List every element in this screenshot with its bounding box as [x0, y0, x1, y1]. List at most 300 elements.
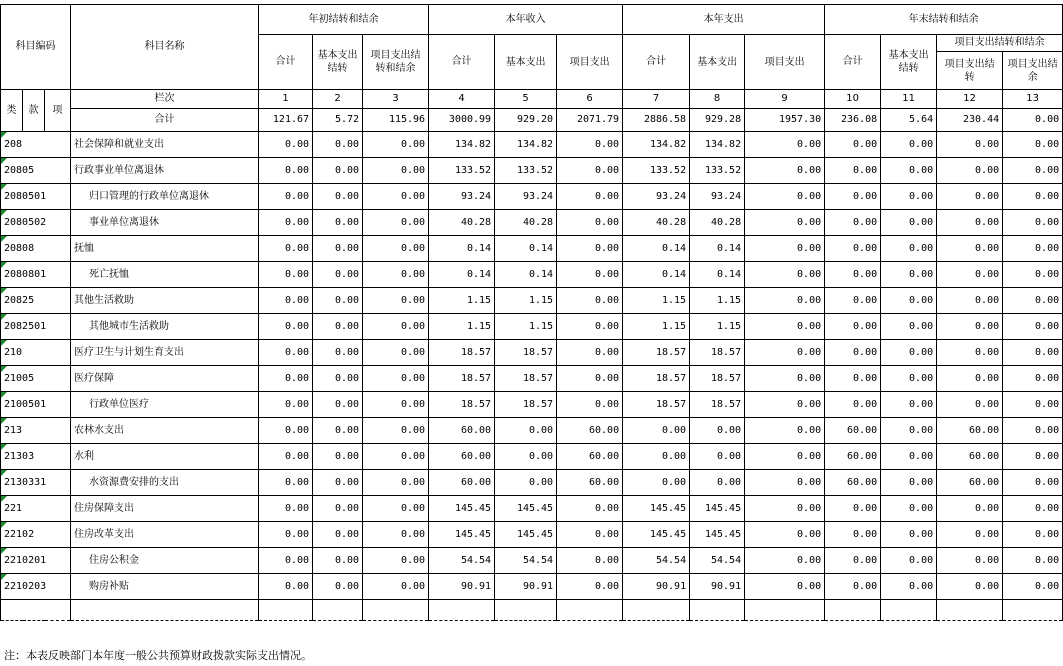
subject-code-cell[interactable]: 20825 — [1, 288, 71, 314]
value-cell[interactable]: 0.00 — [745, 210, 825, 236]
empty-cell — [745, 600, 825, 621]
value-cell[interactable]: 40.28 — [429, 210, 495, 236]
value-cell[interactable]: 0.00 — [881, 366, 937, 392]
value-cell[interactable]: 0.00 — [557, 340, 623, 366]
value-cell[interactable]: 0.00 — [745, 444, 825, 470]
value-cell[interactable]: 0.14 — [429, 236, 495, 262]
end-project-surplus-header: 项目支出结余 — [1003, 52, 1063, 90]
subject-name-cell[interactable]: 住房改革支出 — [71, 522, 259, 548]
value-cell[interactable]: 145.45 — [495, 496, 557, 522]
value-cell[interactable]: 134.82 — [623, 132, 690, 158]
value-cell[interactable]: 0.00 — [1003, 470, 1063, 496]
value-cell[interactable]: 0.00 — [557, 210, 623, 236]
subject-code-cell[interactable]: 221 — [1, 496, 71, 522]
value-cell[interactable]: 0.00 — [557, 184, 623, 210]
value-cell[interactable]: 1.15 — [495, 288, 557, 314]
value-cell[interactable]: 0.00 — [259, 132, 313, 158]
subject-code-cell[interactable]: 2210203 — [1, 574, 71, 600]
subject-name-cell[interactable]: 死亡抚恤 — [71, 262, 259, 288]
income-total-header: 合计 — [429, 35, 495, 90]
value-cell[interactable]: 0.00 — [881, 470, 937, 496]
value-cell[interactable]: 0.00 — [557, 288, 623, 314]
value-cell[interactable]: 0.00 — [937, 574, 1003, 600]
value-cell[interactable]: 145.45 — [690, 496, 745, 522]
value-cell[interactable]: 93.24 — [690, 184, 745, 210]
subject-name-cell[interactable]: 水利 — [71, 444, 259, 470]
subject-code-cell[interactable]: 21005 — [1, 366, 71, 392]
subject-code-cell[interactable]: 2082501 — [1, 314, 71, 340]
value-cell[interactable]: 0.00 — [259, 236, 313, 262]
value-cell[interactable]: 0.00 — [313, 366, 363, 392]
table-row — [1, 470, 1063, 496]
value-cell[interactable]: 0.00 — [557, 522, 623, 548]
group-end-header: 年末结转和结余 — [825, 5, 1063, 35]
value-cell[interactable]: 0.00 — [745, 470, 825, 496]
value-cell[interactable]: 0.00 — [363, 132, 429, 158]
value-cell[interactable]: 145.45 — [690, 522, 745, 548]
value-cell[interactable]: 0.00 — [259, 496, 313, 522]
value-cell[interactable]: 1.15 — [623, 288, 690, 314]
value-cell[interactable]: 133.52 — [690, 158, 745, 184]
value-cell[interactable]: 54.54 — [429, 548, 495, 574]
income-project-header: 项目支出 — [557, 35, 623, 90]
value-cell[interactable]: 40.28 — [623, 210, 690, 236]
value-cell[interactable]: 60.00 — [825, 444, 881, 470]
value-cell[interactable]: 0.00 — [313, 288, 363, 314]
value-cell[interactable]: 0.00 — [825, 496, 881, 522]
value-cell[interactable]: 0.00 — [1003, 574, 1063, 600]
value-cell[interactable]: 0.00 — [825, 522, 881, 548]
value-cell[interactable]: 18.57 — [429, 340, 495, 366]
value-cell[interactable]: 0.00 — [1003, 184, 1063, 210]
value-cell[interactable]: 0.00 — [825, 340, 881, 366]
value-cell[interactable]: 0.00 — [745, 392, 825, 418]
value-cell[interactable]: 18.57 — [623, 392, 690, 418]
value-cell[interactable]: 0.00 — [313, 158, 363, 184]
value-cell[interactable]: 0.00 — [313, 210, 363, 236]
value-cell[interactable]: 0.00 — [313, 236, 363, 262]
value-cell[interactable]: 0.00 — [881, 392, 937, 418]
value-cell[interactable]: 0.00 — [881, 132, 937, 158]
value-cell[interactable]: 0.00 — [937, 262, 1003, 288]
value-cell[interactable]: 0.00 — [259, 184, 313, 210]
value-cell[interactable]: 0.00 — [363, 314, 429, 340]
value-cell[interactable]: 0.00 — [937, 132, 1003, 158]
value-cell[interactable]: 134.82 — [495, 132, 557, 158]
value-cell[interactable]: 0.00 — [937, 288, 1003, 314]
value-cell[interactable]: 0.00 — [937, 158, 1003, 184]
subject-code-cell[interactable]: 213 — [1, 418, 71, 444]
value-cell[interactable]: 0.00 — [690, 418, 745, 444]
value-cell[interactable]: 0.00 — [363, 548, 429, 574]
value-cell[interactable]: 0.14 — [495, 236, 557, 262]
value-cell[interactable]: 0.00 — [881, 496, 937, 522]
value-cell[interactable]: 0.00 — [937, 548, 1003, 574]
table-row — [1, 548, 1063, 574]
value-cell[interactable]: 0.00 — [1003, 548, 1063, 574]
value-cell[interactable]: 60.00 — [429, 444, 495, 470]
value-cell[interactable]: 0.00 — [313, 522, 363, 548]
value-cell[interactable]: 0.00 — [937, 366, 1003, 392]
value-cell[interactable]: 0.00 — [745, 262, 825, 288]
value-cell[interactable]: 0.00 — [363, 158, 429, 184]
subject-code-cell[interactable]: 2080801 — [1, 262, 71, 288]
value-cell[interactable]: 0.00 — [745, 158, 825, 184]
value-cell[interactable]: 0.00 — [363, 444, 429, 470]
value-cell[interactable]: 134.82 — [690, 132, 745, 158]
table-row — [1, 574, 1063, 600]
value-cell[interactable]: 0.00 — [259, 470, 313, 496]
value-cell[interactable]: 145.45 — [429, 522, 495, 548]
value-cell[interactable]: 60.00 — [429, 470, 495, 496]
value-cell[interactable]: 0.00 — [825, 366, 881, 392]
subject-name-cell[interactable]: 归口管理的行政单位离退休 — [71, 184, 259, 210]
value-cell[interactable]: 18.57 — [429, 392, 495, 418]
value-cell[interactable]: 0.00 — [623, 470, 690, 496]
expense-project-header: 项目支出 — [745, 35, 825, 90]
value-cell[interactable]: 0.00 — [745, 418, 825, 444]
value-cell[interactable]: 0.00 — [745, 340, 825, 366]
value-cell[interactable]: 0.00 — [557, 236, 623, 262]
begin-project-carry-header: 项目支出结转和结余 — [363, 35, 429, 90]
value-cell[interactable]: 60.00 — [825, 418, 881, 444]
subject-code-cell[interactable]: 21303 — [1, 444, 71, 470]
value-cell[interactable]: 0.00 — [363, 210, 429, 236]
value-cell[interactable]: 1.15 — [429, 288, 495, 314]
value-cell[interactable]: 0.00 — [1003, 340, 1063, 366]
value-cell[interactable]: 18.57 — [623, 340, 690, 366]
value-cell[interactable]: 0.00 — [1003, 132, 1063, 158]
value-cell[interactable]: 0.14 — [623, 262, 690, 288]
value-cell[interactable]: 0.00 — [745, 184, 825, 210]
value-cell[interactable]: 0.00 — [937, 314, 1003, 340]
value-cell[interactable]: 145.45 — [495, 522, 557, 548]
value-cell[interactable]: 0.00 — [745, 236, 825, 262]
value-cell[interactable]: 60.00 — [937, 418, 1003, 444]
value-cell[interactable]: 1.15 — [690, 288, 745, 314]
value-cell[interactable]: 0.00 — [623, 444, 690, 470]
empty-cell — [1003, 600, 1063, 621]
value-cell[interactable]: 18.57 — [690, 340, 745, 366]
value-cell[interactable]: 0.00 — [557, 366, 623, 392]
value-cell[interactable]: 0.14 — [623, 236, 690, 262]
value-cell[interactable]: 0.00 — [1003, 522, 1063, 548]
subject-name-cell[interactable]: 住房公积金 — [71, 548, 259, 574]
table-row — [1, 340, 1063, 366]
value-cell[interactable]: 0.00 — [259, 288, 313, 314]
value-cell[interactable]: 0.00 — [881, 574, 937, 600]
subject-code-cell[interactable]: 2100501 — [1, 392, 71, 418]
value-cell[interactable]: 1.15 — [623, 314, 690, 340]
value-cell[interactable]: 0.00 — [825, 392, 881, 418]
value-cell[interactable]: 60.00 — [825, 470, 881, 496]
value-cell[interactable]: 40.28 — [495, 210, 557, 236]
value-cell[interactable]: 0.00 — [745, 288, 825, 314]
subject-name-cell[interactable]: 农林水支出 — [71, 418, 259, 444]
value-cell[interactable]: 0.00 — [937, 522, 1003, 548]
value-cell[interactable]: 0.00 — [495, 444, 557, 470]
value-cell[interactable]: 0.00 — [363, 574, 429, 600]
value-cell[interactable]: 90.91 — [495, 574, 557, 600]
value-cell[interactable]: 0.00 — [363, 522, 429, 548]
value-cell[interactable]: 133.52 — [429, 158, 495, 184]
subject-code-cell[interactable]: 208 — [1, 132, 71, 158]
value-cell[interactable]: 0.00 — [363, 418, 429, 444]
value-cell[interactable]: 0.00 — [881, 340, 937, 366]
value-cell[interactable]: 0.00 — [1003, 314, 1063, 340]
value-cell[interactable]: 0.00 — [313, 314, 363, 340]
value-cell[interactable]: 0.00 — [363, 366, 429, 392]
value-cell[interactable]: 145.45 — [429, 496, 495, 522]
subject-code-cell[interactable]: 22102 — [1, 522, 71, 548]
value-cell[interactable]: 18.57 — [495, 340, 557, 366]
subject-code-cell[interactable]: 20805 — [1, 158, 71, 184]
subject-name-cell[interactable]: 水资源费安排的支出 — [71, 470, 259, 496]
subject-code-cell[interactable]: 210 — [1, 340, 71, 366]
value-cell[interactable]: 60.00 — [429, 418, 495, 444]
value-cell[interactable]: 60.00 — [557, 444, 623, 470]
value-cell[interactable]: 1.15 — [429, 314, 495, 340]
value-cell[interactable]: 0.00 — [313, 418, 363, 444]
subject-name-cell[interactable]: 其他城市生活救助 — [71, 314, 259, 340]
empty-cell — [557, 600, 623, 621]
value-cell[interactable]: 40.28 — [690, 210, 745, 236]
value-cell[interactable]: 0.00 — [557, 262, 623, 288]
subject-name-cell[interactable]: 医疗卫生与计划生育支出 — [71, 340, 259, 366]
value-cell[interactable]: 54.54 — [495, 548, 557, 574]
value-cell[interactable]: 0.00 — [313, 444, 363, 470]
value-cell[interactable]: 0.00 — [937, 340, 1003, 366]
end-project-group-header: 项目支出结转和结余 — [937, 35, 1063, 52]
value-cell[interactable]: 0.00 — [937, 184, 1003, 210]
value-cell[interactable]: 0.00 — [825, 236, 881, 262]
value-cell[interactable]: 0.00 — [313, 392, 363, 418]
value-cell[interactable]: 0.00 — [1003, 288, 1063, 314]
empty-cell — [690, 600, 745, 621]
value-cell[interactable]: 18.57 — [690, 392, 745, 418]
value-cell[interactable]: 0.00 — [825, 574, 881, 600]
subject-name-cell[interactable]: 行政单位医疗 — [71, 392, 259, 418]
value-cell[interactable]: 0.14 — [429, 262, 495, 288]
value-cell[interactable]: 1.15 — [690, 314, 745, 340]
value-cell[interactable]: 0.00 — [690, 470, 745, 496]
value-cell[interactable]: 0.00 — [313, 262, 363, 288]
value-cell[interactable]: 0.00 — [825, 132, 881, 158]
value-cell[interactable]: 60.00 — [937, 444, 1003, 470]
value-cell[interactable]: 54.54 — [623, 548, 690, 574]
value-cell[interactable]: 0.00 — [363, 236, 429, 262]
header-row-1 — [1, 5, 1063, 35]
col-number: 12 — [937, 90, 1003, 109]
value-cell[interactable]: 0.14 — [690, 262, 745, 288]
value-cell[interactable]: 0.00 — [623, 418, 690, 444]
value-cell[interactable]: 0.00 — [259, 522, 313, 548]
value-cell[interactable]: 0.00 — [881, 210, 937, 236]
subject-name-cell[interactable]: 行政事业单位离退休 — [71, 158, 259, 184]
lanci-label: 栏次 — [71, 90, 259, 109]
value-cell[interactable]: 0.00 — [745, 366, 825, 392]
total-value: 115.96 — [363, 109, 429, 132]
value-cell[interactable]: 93.24 — [623, 184, 690, 210]
total-value: 929.28 — [690, 109, 745, 132]
value-cell[interactable]: 54.54 — [690, 548, 745, 574]
value-cell[interactable]: 0.00 — [313, 470, 363, 496]
footnote: 注：本表反映部门本年度一般公共预算财政拨款实际支出情况。 — [4, 649, 312, 662]
value-cell[interactable]: 133.52 — [623, 158, 690, 184]
value-cell[interactable]: 0.00 — [259, 444, 313, 470]
value-cell[interactable]: 0.00 — [557, 314, 623, 340]
value-cell[interactable]: 0.00 — [363, 496, 429, 522]
value-cell[interactable]: 0.00 — [1003, 392, 1063, 418]
value-cell[interactable]: 0.00 — [313, 184, 363, 210]
value-cell[interactable]: 90.91 — [623, 574, 690, 600]
value-cell[interactable]: 90.91 — [429, 574, 495, 600]
value-cell[interactable]: 0.00 — [1003, 158, 1063, 184]
value-cell[interactable]: 0.00 — [937, 496, 1003, 522]
subject-code-cell[interactable]: 2210201 — [1, 548, 71, 574]
value-cell[interactable]: 0.00 — [825, 210, 881, 236]
subject-name-cell[interactable]: 事业单位离退休 — [71, 210, 259, 236]
value-cell[interactable]: 0.00 — [881, 288, 937, 314]
value-cell[interactable]: 18.57 — [690, 366, 745, 392]
value-cell[interactable]: 93.24 — [495, 184, 557, 210]
value-cell[interactable]: 0.00 — [259, 158, 313, 184]
value-cell[interactable]: 0.00 — [825, 262, 881, 288]
value-cell[interactable]: 0.00 — [690, 444, 745, 470]
table-row — [1, 522, 1063, 548]
value-cell[interactable]: 60.00 — [557, 470, 623, 496]
value-cell[interactable]: 0.00 — [557, 392, 623, 418]
value-cell[interactable]: 0.00 — [881, 548, 937, 574]
value-cell[interactable]: 0.00 — [495, 418, 557, 444]
empty-cell — [71, 600, 259, 621]
value-cell[interactable]: 0.00 — [495, 470, 557, 496]
value-cell[interactable]: 0.00 — [259, 340, 313, 366]
subject-name-cell[interactable]: 住房保障支出 — [71, 496, 259, 522]
value-cell[interactable]: 0.00 — [825, 314, 881, 340]
value-cell[interactable]: 0.00 — [363, 392, 429, 418]
empty-cell — [1, 600, 71, 621]
value-cell[interactable]: 0.00 — [825, 548, 881, 574]
value-cell[interactable]: 0.14 — [495, 262, 557, 288]
value-cell[interactable]: 0.00 — [557, 132, 623, 158]
value-cell[interactable]: 0.00 — [881, 236, 937, 262]
subject-name-cell[interactable]: 抚恤 — [71, 236, 259, 262]
value-cell[interactable]: 0.00 — [745, 522, 825, 548]
value-cell[interactable]: 0.00 — [881, 262, 937, 288]
col-number: 8 — [690, 90, 745, 109]
subject-code-cell[interactable]: 2080501 — [1, 184, 71, 210]
value-cell[interactable]: 0.00 — [363, 288, 429, 314]
value-cell[interactable]: 0.00 — [745, 132, 825, 158]
value-cell[interactable]: 0.00 — [557, 496, 623, 522]
table-row — [1, 236, 1063, 262]
value-cell[interactable]: 0.00 — [313, 496, 363, 522]
value-cell[interactable]: 0.00 — [881, 522, 937, 548]
value-cell[interactable]: 0.00 — [825, 158, 881, 184]
value-cell[interactable]: 0.00 — [881, 418, 937, 444]
value-cell[interactable]: 0.00 — [259, 392, 313, 418]
value-cell[interactable]: 0.00 — [259, 574, 313, 600]
value-cell[interactable]: 0.00 — [937, 210, 1003, 236]
value-cell[interactable]: 0.00 — [881, 444, 937, 470]
subject-code-cell[interactable]: 20808 — [1, 236, 71, 262]
value-cell[interactable]: 0.00 — [363, 340, 429, 366]
value-cell[interactable]: 18.57 — [623, 366, 690, 392]
value-cell[interactable]: 60.00 — [557, 418, 623, 444]
value-cell[interactable]: 0.00 — [557, 548, 623, 574]
value-cell[interactable]: 0.00 — [313, 548, 363, 574]
value-cell[interactable]: 0.00 — [745, 548, 825, 574]
value-cell[interactable]: 0.00 — [313, 132, 363, 158]
value-cell[interactable]: 0.00 — [825, 184, 881, 210]
subject-name-cell[interactable]: 购房补贴 — [71, 574, 259, 600]
value-cell[interactable]: 0.00 — [1003, 366, 1063, 392]
value-cell[interactable]: 1.15 — [495, 314, 557, 340]
value-cell[interactable]: 90.91 — [690, 574, 745, 600]
subject-name-cell[interactable]: 医疗保障 — [71, 366, 259, 392]
value-cell[interactable]: 0.00 — [937, 236, 1003, 262]
value-cell[interactable]: 18.57 — [495, 392, 557, 418]
value-cell[interactable]: 0.00 — [745, 574, 825, 600]
value-cell[interactable]: 0.00 — [1003, 210, 1063, 236]
value-cell[interactable]: 0.00 — [745, 496, 825, 522]
value-cell[interactable]: 0.00 — [557, 158, 623, 184]
value-cell[interactable]: 0.00 — [259, 418, 313, 444]
value-cell[interactable]: 0.00 — [1003, 496, 1063, 522]
value-cell[interactable]: 0.00 — [259, 210, 313, 236]
value-cell[interactable]: 0.00 — [881, 184, 937, 210]
value-cell[interactable]: 0.00 — [557, 574, 623, 600]
subject-code-cell[interactable]: 2130331 — [1, 470, 71, 496]
subject-name-cell[interactable]: 社会保障和就业支出 — [71, 132, 259, 158]
empty-row — [1, 600, 1063, 621]
value-cell[interactable]: 0.00 — [259, 548, 313, 574]
value-cell[interactable]: 133.52 — [495, 158, 557, 184]
value-cell[interactable]: 0.00 — [881, 314, 937, 340]
value-cell[interactable]: 0.00 — [259, 262, 313, 288]
value-cell[interactable]: 0.00 — [363, 184, 429, 210]
subject-code-cell[interactable]: 2080502 — [1, 210, 71, 236]
value-cell[interactable]: 93.24 — [429, 184, 495, 210]
value-cell[interactable]: 0.00 — [937, 392, 1003, 418]
col-number: 11 — [881, 90, 937, 109]
value-cell[interactable]: 0.00 — [259, 314, 313, 340]
subject-name-cell[interactable]: 其他生活救助 — [71, 288, 259, 314]
value-cell[interactable]: 0.00 — [1003, 262, 1063, 288]
value-cell[interactable]: 18.57 — [495, 366, 557, 392]
value-cell[interactable]: 18.57 — [429, 366, 495, 392]
value-cell[interactable]: 60.00 — [937, 470, 1003, 496]
value-cell[interactable]: 134.82 — [429, 132, 495, 158]
value-cell[interactable]: 0.00 — [745, 314, 825, 340]
value-cell[interactable]: 0.00 — [259, 366, 313, 392]
value-cell[interactable]: 0.14 — [690, 236, 745, 262]
begin-basic-carry-header: 基本支出结转 — [313, 35, 363, 90]
value-cell[interactable]: 0.00 — [825, 288, 881, 314]
value-cell[interactable]: 0.00 — [1003, 418, 1063, 444]
value-cell[interactable]: 0.00 — [363, 470, 429, 496]
value-cell[interactable]: 145.45 — [623, 522, 690, 548]
value-cell[interactable]: 0.00 — [363, 262, 429, 288]
value-cell[interactable]: 0.00 — [313, 574, 363, 600]
value-cell[interactable]: 0.00 — [881, 158, 937, 184]
value-cell[interactable]: 0.00 — [1003, 236, 1063, 262]
value-cell[interactable]: 145.45 — [623, 496, 690, 522]
value-cell[interactable]: 0.00 — [313, 340, 363, 366]
value-cell[interactable]: 0.00 — [1003, 444, 1063, 470]
empty-cell — [429, 600, 495, 621]
